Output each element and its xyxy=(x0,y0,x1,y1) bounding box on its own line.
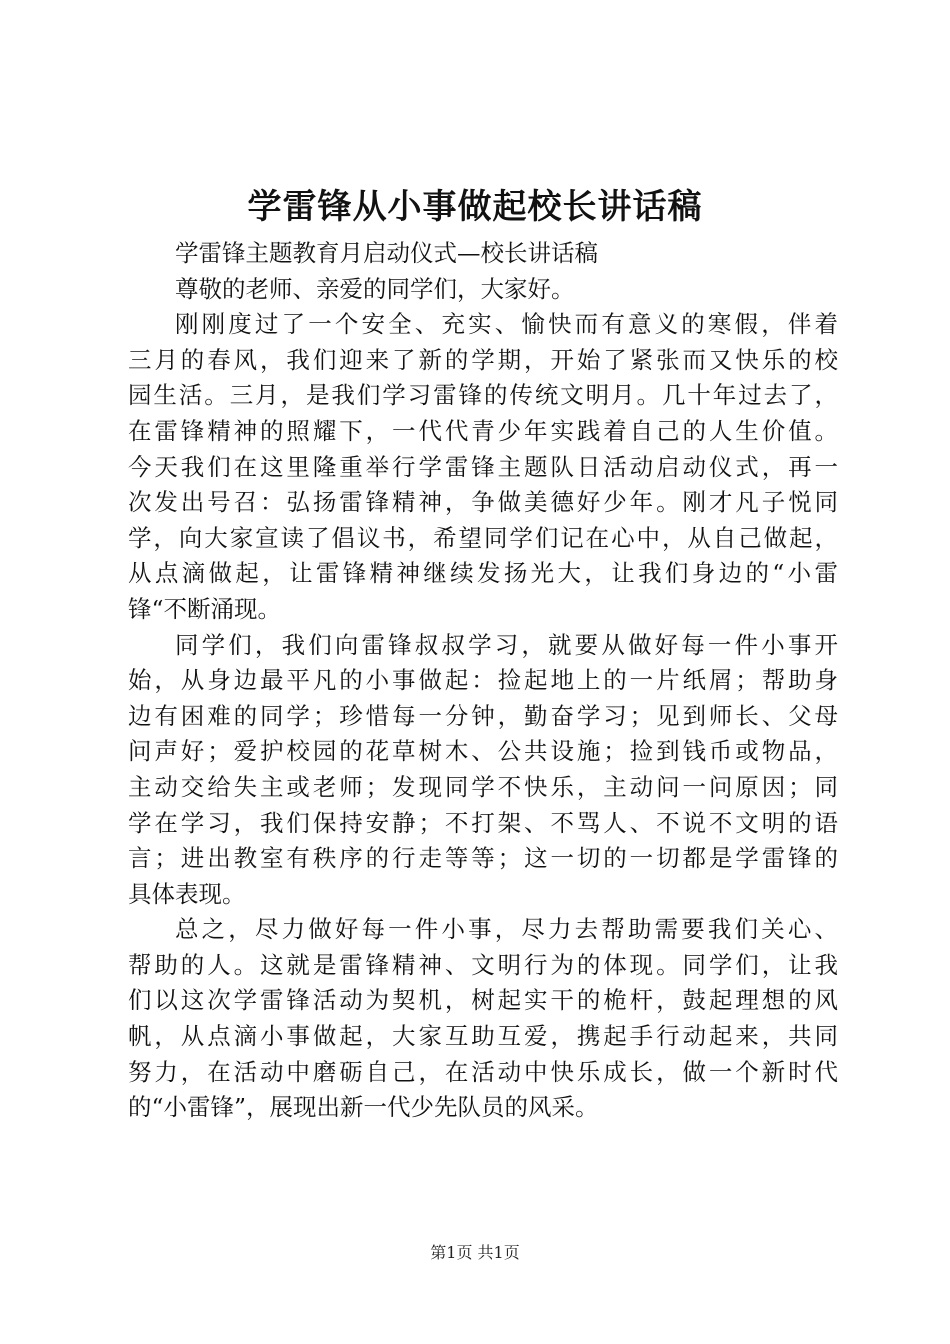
document-body xyxy=(128,236,838,1126)
text-line: 今天我们在这里隆重举行学雷锋主题队日活动启动仪式，再一 xyxy=(128,452,838,481)
document-title: 学雷锋从小事做起校长讲话稿 xyxy=(247,187,703,227)
text-line: 在雷锋精神的照耀下，一代代青少年实践着自己的人生价值。 xyxy=(128,416,838,445)
text-line: 尊敬的老师、亲爱的同学们，大家好。 xyxy=(175,274,575,303)
text-line: 学，向大家宣读了倡议书，希望同学们记在心中，从自己做起， xyxy=(128,523,838,552)
text-line: 帆，从点滴小事做起，大家互助互爱，携起手行动起来，共同 xyxy=(128,1022,838,1051)
text-line: 学雷锋主题教育月启动仪式—校长讲话稿 xyxy=(175,239,598,267)
text-line: 始，从身边最平凡的小事做起：捡起地上的一片纸屑；帮助身 xyxy=(128,666,838,695)
text-line: 具体表现。 xyxy=(128,879,246,908)
text-line: 边有困难的同学；珍惜每一分钟，勤奋学习；见到师长、父母 xyxy=(128,701,838,730)
text-line: 们以这次学雷锋活动为契机，树起实干的桅杆，鼓起理想的风 xyxy=(128,986,838,1015)
text-line: 主动交给失主或老师；发现同学不快乐，主动问一问原因；同 xyxy=(128,772,838,801)
text-line: 从点滴做起，让雷锋精神继续发扬光大，让我们身边的“小雷 xyxy=(128,559,838,588)
text-line: 努力，在活动中磨砺自己，在活动中快乐成长，做一个新时代 xyxy=(128,1057,838,1086)
text-line: 园生活。三月，是我们学习雷锋的传统文明月。几十年过去了， xyxy=(128,381,838,410)
text-line: 的“小雷锋”，展现出新一代少先队员的风采。 xyxy=(128,1093,599,1122)
text-line: 问声好；爱护校园的花草树木、公共设施；捡到钱币或物品， xyxy=(128,737,838,766)
text-line: 言；进出教室有秩序的行走等等；这一切的一切都是学雷锋的 xyxy=(128,844,838,873)
text-line: 学在学习，我们保持安静；不打架、不骂人、不说不文明的语 xyxy=(128,808,838,837)
text-line: 总之，尽力做好每一件小事，尽力去帮助需要我们关心、 xyxy=(175,915,838,944)
text-line: 次发出号召：弘扬雷锋精神，争做美德好少年。刚才凡子悦同 xyxy=(128,488,838,517)
text-line: 同学们，我们向雷锋叔叔学习，就要从做好每一件小事开 xyxy=(175,630,838,659)
text-line: 锋“不断涌现。 xyxy=(128,594,282,623)
text-line: 帮助的人。这就是雷锋精神、文明行为的体现。同学们，让我 xyxy=(128,950,838,979)
page-footer: 第1页 共1页 xyxy=(430,1243,520,1262)
text-line: 刚刚度过了一个安全、充实、愉快而有意义的寒假，伴着 xyxy=(175,310,838,339)
text-line: 三月的春风，我们迎来了新的学期，开始了紧张而又快乐的校 xyxy=(128,345,838,374)
